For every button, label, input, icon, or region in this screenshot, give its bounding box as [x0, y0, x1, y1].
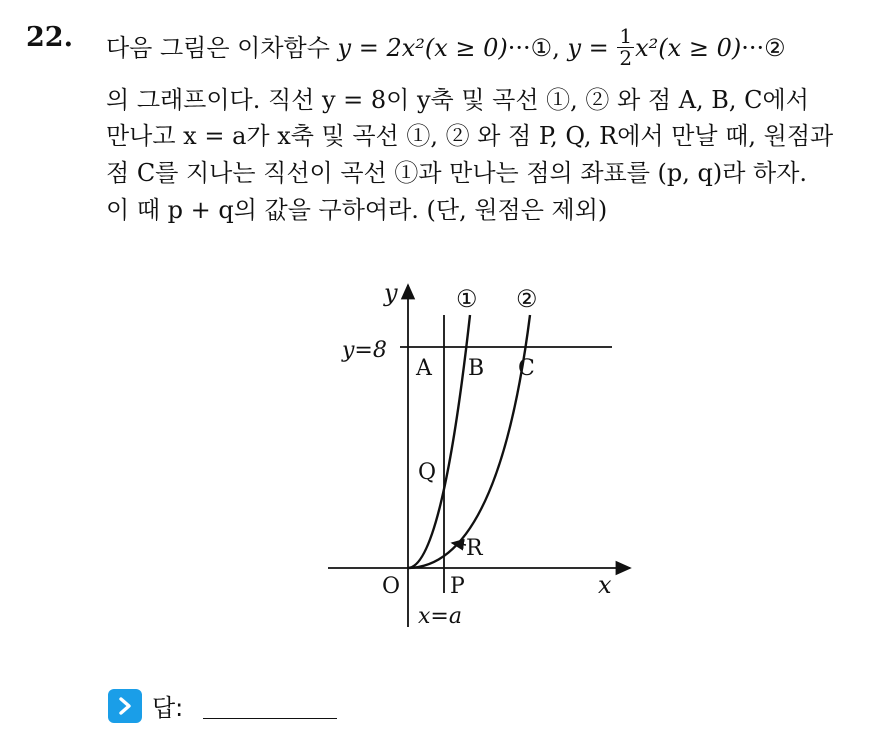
fraction-numerator: 1 — [619, 24, 633, 48]
question-line-2: 의 그래프이다. 직선 y = 8이 y축 및 곡선 ①, ② 와 점 A, B, C에서 — [106, 86, 809, 114]
point-q-label: Q — [418, 460, 437, 485]
equation-1: y = 2x²(x ≥ 0) — [337, 34, 508, 62]
question-number: 22. — [26, 22, 73, 53]
question-line-5: 이 때 p + q의 값을 구하여라. (단, 원점은 제외) — [106, 196, 608, 224]
point-p-label: P — [450, 574, 465, 599]
fraction — [617, 26, 634, 69]
vline-label: x=a — [418, 604, 462, 629]
answer-label: 답: — [152, 694, 184, 722]
question-line-4: 점 C를 지나는 직선이 곡선 ①과 만나는 점의 좌표를 (p, q)라 하자. — [106, 159, 808, 187]
question-line-3: 만나고 x = a가 x축 및 곡선 ①, ② 와 점 P, Q, R에서 만날 때, 원점과 — [106, 122, 834, 150]
y-axis-label: y — [384, 279, 398, 307]
fraction-denominator: 2 — [619, 46, 633, 70]
curve-2 — [408, 315, 530, 568]
x-axis-label: x — [598, 571, 612, 599]
curve-1 — [408, 315, 470, 568]
hline-label: y=8 — [342, 338, 387, 363]
answer-row — [108, 688, 337, 723]
answer-blank[interactable] — [203, 692, 337, 719]
chevron-right-icon — [108, 689, 142, 723]
point-o-label: O — [382, 574, 401, 599]
curve-2-label: ② — [516, 285, 538, 313]
curve-1-label: ① — [456, 285, 478, 313]
equation-2-rhs: x²(x ≥ 0) — [635, 34, 742, 62]
point-b-label: B — [468, 356, 485, 381]
label-1: ···①, — [507, 34, 568, 62]
label-2: ···② — [741, 34, 786, 62]
r-pointer-arrow — [452, 543, 466, 545]
text-segment: 다음 그림은 이차함수 — [106, 34, 338, 62]
equation-2-lhs: y = — [567, 34, 617, 62]
graph-figure — [320, 275, 640, 635]
point-r-label: R — [466, 536, 483, 561]
question-line-1 — [106, 24, 786, 71]
point-c-label: C — [518, 356, 535, 381]
point-a-label: A — [416, 356, 432, 381]
